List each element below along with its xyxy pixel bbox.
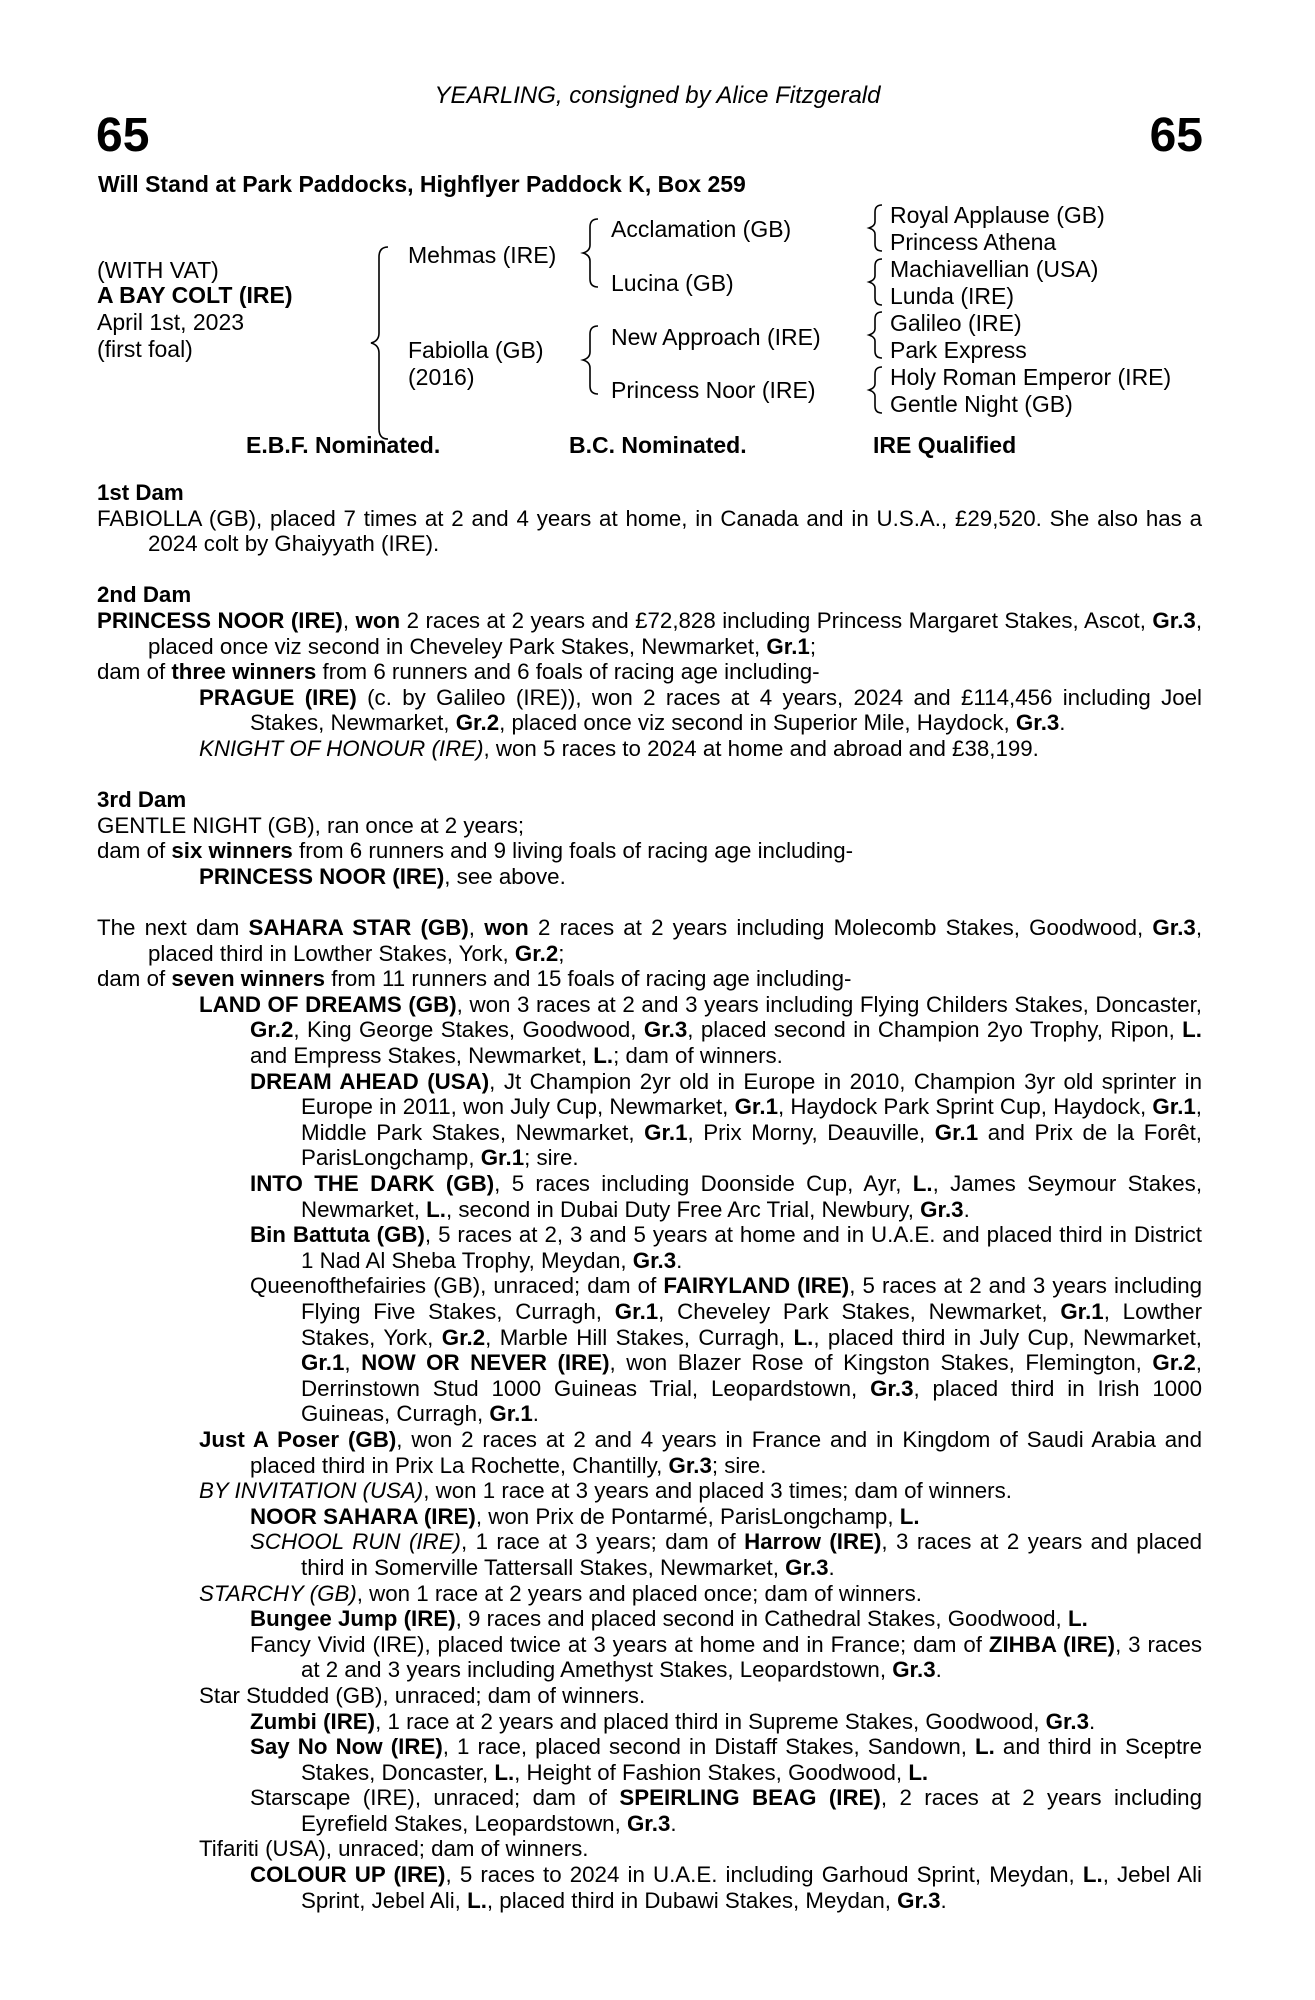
grade-label: L. [912,1171,933,1197]
won-label: won [355,607,401,633]
text-run: , [344,1350,362,1376]
text-run: Queenofthefairies (GB), unraced; dam of [250,1273,664,1299]
text-run: ; [558,940,565,966]
horse-ref: Bin Battuta (GB) [250,1222,425,1248]
text-run: , 3 races at 2 years and placed third in Somerville Tattersall Stakes, Newmarket, [301,1529,1203,1580]
dam-name: Fabiolla (GB) [408,337,544,363]
sire-sire: Acclamation (GB) [611,216,792,242]
text-run: , 1 race at 3 years; dam of [460,1529,745,1555]
horse-ref: COLOUR UP (IRE) [250,1862,446,1888]
text-run: , [342,607,356,633]
text-run: , Lowther Stakes, York, [301,1299,1202,1350]
horse-ref: PRINCESS NOOR (IRE) [97,607,343,633]
gen3-4: Lunda (IRE) [890,283,1015,309]
grade-label: Gr.3 [897,1887,941,1913]
produce-entry [97,1734,1202,1785]
produce-entry [97,1632,1202,1683]
grade-label: Gr.3 [626,1810,671,1836]
text-run: , won 2 races at 2 and 4 years in France and in Kingdom of Saudi Arabia and placed third in Prix La Rochette, Chantilly, [250,1426,1202,1478]
text-run: and third in Sceptre Stakes, Doncaster, [301,1734,1202,1785]
text-run: , Cheveley Park Stakes, Newmarket, [658,1299,1061,1324]
horse-ref: STARCHY (GB) [199,1580,357,1606]
next-dam-section [97,915,1202,1913]
text-run: . [935,1657,942,1683]
grade-label: Gr.2 [455,710,500,736]
catalogue-header: YEARLING, consigned by Alice Fitzgerald [434,82,881,109]
horse-foal-note: (first foal) [97,336,193,362]
horse-ref: Zumbi (IRE) [250,1708,376,1734]
text-run: , won 1 race at 3 years and placed 3 times; dam of winners. [423,1478,1012,1504]
text-run: , Middle Park Stakes, Newmarket, [301,1094,1202,1145]
text-run: , Jebel Ali Sprint, Jebel Ali, [301,1862,1203,1913]
grade-label: Gr.1 [480,1145,525,1171]
horse-ref: Bungee Jump (IRE) [250,1606,456,1632]
horse-ref: SPEIRLING BEAG (IRE) [619,1785,881,1811]
text-run: , placed third in Dubawi Stakes, Meydan, [486,1887,898,1913]
produce-entry [97,736,1202,762]
text-run: , James Seymour Stakes, Newmarket, [301,1171,1203,1222]
grade-label: Gr.1 [301,1350,345,1376]
text-run: ; dam of winners. [613,1043,783,1069]
text-run: and Empress Stakes, Newmarket, [250,1043,594,1069]
produce-summary [97,966,1202,992]
grade-label: Gr.3 [632,1247,677,1273]
produce-entry: Star Studded (GB), unraced; dam of winners. [199,1682,646,1708]
text-run: , placed once viz second in Cheveley Park Stakes, Newmarket, [148,607,1203,659]
text-run: . [676,1247,683,1273]
horse-ref: NOW OR NEVER (IRE) [361,1350,610,1376]
horse-ref: Say No Now (IRE) [250,1734,443,1760]
vat-note: (WITH VAT) [97,257,219,283]
next-dam-text [97,915,1202,966]
gen3-3: Machiavellian (USA) [890,256,1099,282]
text-run: , Prix Morny, Deauville, [687,1119,935,1145]
grade-label: Gr.3 [892,1657,936,1683]
grade-label: Gr.2 [514,940,559,966]
text-run: ; sire. [524,1145,579,1171]
text-run: . [670,1810,677,1836]
catalogue-body [97,480,1202,1913]
text-run: Fancy Vivid (IRE), placed twice at 3 years at home and in France; dam of [250,1631,989,1657]
text-run: , 5 races including Doonside Cup, Ayr, [494,1171,913,1197]
grade-label: L. [467,1887,487,1913]
produce-entry [97,1478,1202,1504]
text-run: , placed third in Lowther Stakes, York, [148,915,1203,966]
grade-label: L. [494,1759,515,1785]
grade-label: Gr.3 [920,1196,964,1222]
lot-number-left: 65 [96,109,150,162]
gen3-1: Royal Applause (GB) [890,202,1105,228]
produce-entry [97,992,1202,1069]
second-dam-text [97,608,1202,659]
produce-entry [97,1529,1202,1580]
horse-name: A BAY COLT (IRE) [97,282,293,308]
sire-dam: Lucina (GB) [611,270,734,296]
gen3-6: Park Express [890,337,1027,363]
grade-label: L. [1067,1606,1088,1632]
text-run: , won Prix de Pontarmé, ParisLongchamp, [475,1503,900,1529]
grade-label: Gr.1 [734,1094,778,1120]
produce-summary [97,659,1202,685]
grade-label: Gr.1 [489,1401,533,1427]
dam-year: (2016) [408,364,475,390]
gen3-5: Galileo (IRE) [890,310,1022,336]
produce-summary [97,838,1202,864]
second-dam-heading: 2nd Dam [97,582,192,608]
produce-entry [97,1504,1202,1530]
text-run: , won 5 races to 2024 at home and abroad and £38,199. [483,735,1039,761]
horse-ref: INTO THE DARK (GB) [250,1171,495,1197]
horse-ref: KNIGHT OF HONOUR (IRE) [199,735,484,761]
grade-label: Gr.3 [1152,915,1196,941]
grade-label: Gr.2 [441,1324,486,1350]
text-run: , Jt Champion 2yr old in Europe in 2010, Champion 3yr old sprinter in Europe in 2011, won July Cup, Newmarket, [301,1068,1202,1120]
ire-qualification: IRE Qualified [873,432,1017,458]
text-run: dam of [97,966,172,992]
produce-entry [97,864,1202,890]
stand-location: Will Stand at Park Paddocks, Highflyer Paddock K, Box 259 [98,171,746,197]
produce-entry [97,1171,1202,1222]
horse-ref: PRAGUE (IRE) [199,684,357,710]
text-run: Starscape (IRE), unraced; dam of [250,1785,620,1811]
first-dam-section [97,480,1202,557]
text-run: (c. by Galileo (IRE)), won 2 races at 4 years, 2024 and £114,456 including Joel Stakes, Newmarket, [250,684,1202,736]
text-run: dam of [97,659,172,685]
text-run: ; sire. [711,1452,767,1478]
gen3-8: Gentle Night (GB) [890,391,1073,417]
text-run: , [468,915,485,941]
text-run: . [532,1401,539,1427]
dam-dam: Princess Noor (IRE) [611,377,816,403]
third-dam-section [97,787,1202,889]
text-run: . [828,1554,835,1580]
text-run: , won 3 races at 2 and 3 years including Flying Childers Stakes, Doncaster, [456,991,1202,1017]
text-run: dam of [97,838,172,864]
text-run: , placed third in Irish 1000 Guineas, Curragh, [301,1375,1202,1427]
horse-ref: SCHOOL RUN (IRE) [250,1529,461,1555]
text-run: 2 races at 2 years including Molecomb Stakes, Goodwood, [528,915,1153,941]
text-run: , King George Stakes, Goodwood, [293,1017,644,1043]
grade-label: Gr.1 [614,1299,659,1324]
text-run: , second in Dubai Duty Free Arc Trial, Newbury, [445,1196,921,1222]
won-label: won [484,915,529,941]
text-run: , 5 races at 2 and 3 years including Flying Five Stakes, Curragh, [301,1273,1203,1324]
lot-number-right: 65 [1149,109,1203,162]
grade-label: Gr.1 [1152,1094,1196,1120]
grade-label: Gr.1 [934,1119,979,1145]
text-run: , see above. [444,863,566,889]
grade-label: L. [975,1734,995,1760]
produce-entry [97,1222,1202,1273]
text-run: , 9 races and placed second in Cathedral Stakes, Goodwood, [455,1606,1068,1632]
horse-ref: BY INVITATION (USA) [199,1478,424,1504]
grade-label: Gr.3 [1015,710,1060,736]
text-run: 2 races at 2 years and £72,828 including Princess Margaret Stakes, Ascot, [400,607,1153,633]
grade-label: L. [908,1759,929,1785]
grade-label: Gr.1 [644,1119,688,1145]
text-run: and Prix de la Forêt, ParisLongchamp, [301,1119,1202,1171]
text-run: , placed third in July Cup, Newmarket, [813,1324,1202,1350]
first-dam-heading: 1st Dam [97,480,184,505]
produce-entry [97,1709,1202,1735]
grade-label: Gr.3 [785,1554,829,1580]
horse-ref: NOOR SAHARA (IRE) [250,1503,476,1529]
winners-count: six winners [171,838,293,864]
grade-label: Gr.2 [1152,1350,1196,1376]
text-run: , 3 races at 2 and 3 years including Amethyst Stakes, Leopardstown, [301,1631,1202,1683]
text-run: , placed second in Champion 2yo Trophy, Ripon, [687,1017,1183,1043]
horse-ref: PRINCESS NOOR (IRE) [199,863,445,889]
grade-label: L. [1182,1017,1202,1043]
produce-entry [97,1785,1202,1836]
ebf-nomination: E.B.F. Nominated. [246,432,441,458]
grade-label: Gr.2 [250,1017,294,1043]
text-run: . [940,1887,947,1913]
gen3-7: Holy Roman Emperor (IRE) [890,364,1172,390]
text-run: . [963,1196,970,1222]
grade-label: L. [793,1324,814,1350]
grade-label: Gr.1 [766,633,810,659]
grade-label: Gr.3 [1152,607,1196,633]
grade-label: L. [899,1503,920,1529]
grade-label: Gr.1 [1060,1299,1104,1324]
text-run: , Marble Hill Stakes, Curragh, [485,1324,794,1350]
text-run: from 6 runners and 6 foals of racing age including- [316,659,820,685]
text-run: , won 1 race at 2 years and placed once; dam of winners. [356,1580,922,1606]
winners-count: seven winners [171,966,326,992]
grade-label: L. [426,1196,446,1222]
text-run: , Height of Fashion Stakes, Goodwood, [514,1759,909,1785]
text-run: , placed once viz second in Superior Mile, Haydock, [499,710,1016,736]
horse-ref: FAIRYLAND (IRE) [663,1273,850,1299]
text-run: . [1089,1708,1096,1734]
produce-entry [97,1273,1202,1427]
text-run: , 1 race, placed second in Distaff Stakes, Sandown, [442,1734,976,1760]
text-run: , Derrinstown Stud 1000 Guineas Trial, Leopardstown, [301,1350,1202,1401]
bc-nomination: B.C. Nominated. [569,432,747,458]
horse-ref: Harrow (IRE) [744,1529,882,1555]
grade-label: Gr.3 [870,1375,914,1401]
third-dam-heading: 3rd Dam [97,787,187,813]
produce-entry: Tifariti (USA), unraced; dam of winners. [199,1836,589,1862]
text-run: , 1 race at 2 years and placed third in Supreme Stakes, Goodwood, [375,1708,1046,1734]
text-run: . [1059,710,1066,736]
grade-label: Gr.3 [643,1017,688,1043]
text-run: , 5 races at 2, 3 and 5 years at home and in U.A.E. and placed third in District 1 Nad Al Sheba Trophy, Meydan, [301,1222,1202,1273]
produce-entry [97,685,1202,736]
horse-ref: SAHARA STAR (GB) [248,915,469,941]
horse-ref: ZIHBA (IRE) [988,1631,1116,1657]
first-dam-text: FABIOLLA (GB), placed 7 times at 2 and 4 years at home, in Canada and in U.S.A., £29,520. She also has a 2024 colt by Ghaiyyath (IRE). [97,505,1202,557]
produce-entry [97,1069,1202,1171]
text-run: ; [809,633,817,659]
text-run: , 5 races to 2024 in U.A.E. including Garhoud Sprint, Meydan, [445,1862,1083,1888]
produce-entry [97,1581,1202,1607]
produce-entry [97,1862,1202,1913]
horse-dob: April 1st, 2023 [97,309,245,335]
grade-label: L. [1082,1862,1103,1888]
sire-name: Mehmas (IRE) [408,242,557,268]
gen3-2: Princess Athena [890,229,1057,255]
produce-entry [97,1606,1202,1632]
grade-label: L. [593,1043,614,1069]
text-run: from 6 runners and 9 living foals of racing age including- [292,838,854,864]
produce-entry [97,1427,1202,1478]
horse-ref: Just A Poser (GB) [199,1426,397,1452]
text-run: , 2 races at 2 years including Eyrefield Stakes, Leopardstown, [301,1785,1202,1836]
third-dam-text: GENTLE NIGHT (GB), ran once at 2 years; [97,812,525,838]
horse-ref: DREAM AHEAD (USA) [250,1068,490,1094]
dam-sire: New Approach (IRE) [611,324,821,350]
horse-ref: LAND OF DREAMS (GB) [199,991,457,1017]
second-dam-section [97,582,1202,761]
grade-label: Gr.3 [668,1452,712,1478]
text-run: The next dam [97,915,249,941]
text-run: from 11 runners and 15 foals of racing age including- [325,966,852,992]
text-run: , Haydock Park Sprint Cup, Haydock, [777,1094,1153,1120]
winners-count: three winners [171,659,317,685]
text-run: , won Blazer Rose of Kingston Stakes, Flemington, [609,1350,1153,1376]
grade-label: Gr.3 [1045,1708,1090,1734]
